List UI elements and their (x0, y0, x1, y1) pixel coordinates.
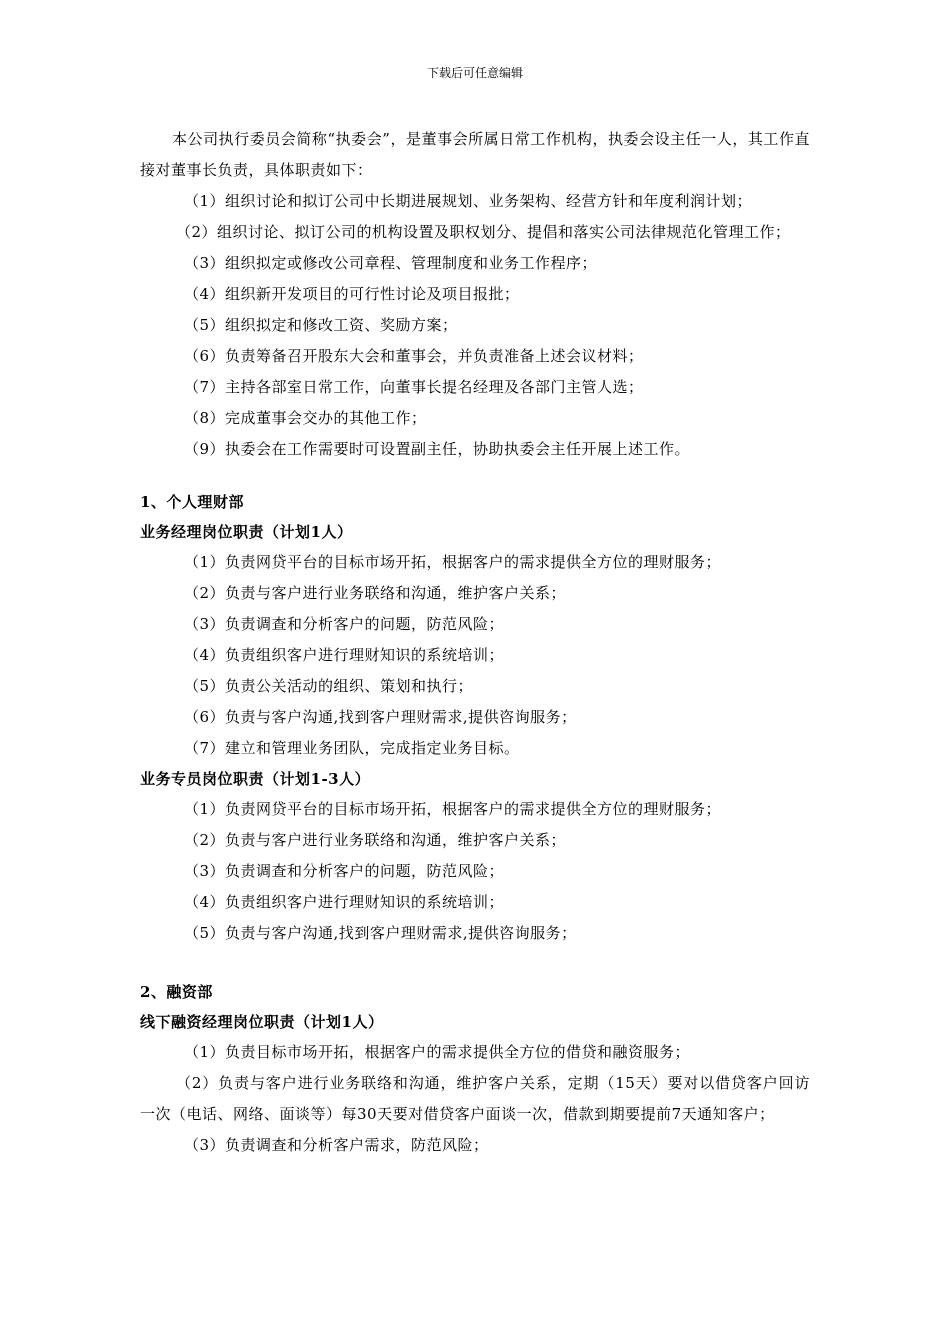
intro-item: （3）组织拟定或修改公司章程、管理制度和业务工作程序； (184, 254, 598, 272)
intro-item: （5）组织拟定和修改工资、奖励方案； (184, 316, 458, 334)
role-item: （4）负责组织客户进行理财知识的系统培训； (184, 893, 505, 911)
role-item: （1）负责目标市场开拓，根据客户的需求提供全方位的借贷和融资服务； (184, 1043, 691, 1061)
spacer (140, 465, 810, 487)
intro-item: （2）组织讨论、拟订公司的机构设置及职权划分、提倡和落实公司法律规范化管理工作； (176, 223, 791, 241)
role-item: （4）负责组织客户进行理财知识的系统培训； (184, 646, 505, 664)
intro-item: （8）完成董事会交办的其他工作； (184, 409, 427, 427)
role-item: （3）负责调查和分析客户的问题，防范风险； (184, 615, 505, 633)
section-title: 1、个人理财部 (140, 493, 244, 511)
role-item: （1）负责网贷平台的目标市场开拓，根据客户的需求提供全方位的理财服务； (184, 800, 722, 818)
role-title: 业务专员岗位职责（计划1-3人） (140, 770, 371, 788)
role-item: （2）负责与客户进行业务联络和沟通，维护客户关系，定期（15天）要对以借贷客户回访一次（电话、网络、面谈等）每30天要对借贷客户面谈一次，借款到期要提前7天通知客户； (140, 1074, 810, 1123)
intro-paragraph: 本公司执行委员会简称“执委会”，是董事会所属日常工作机构，执委会设主任一人，其工作直接对董事长负责，具体职责如下： (140, 130, 810, 179)
spacer (140, 949, 810, 977)
page-header: 下载后可任意编辑 (426, 66, 523, 80)
intro-item: （9）执委会在工作需要时可设置副主任，协助执委会主任开展上述工作。 (184, 440, 691, 458)
role-item: （5）负责公关活动的组织、策划和执行； (184, 677, 474, 695)
intro-item: （6）负责筹备召开股东大会和董事会，并负责准备上述会议材料； (184, 347, 644, 365)
role-item: （2）负责与客户进行业务联络和沟通，维护客户关系； (184, 831, 567, 849)
intro-item: （4）组织新开发项目的可行性讨论及项目报批； (184, 285, 520, 303)
role-item: （5）负责与客户沟通,找到客户理财需求,提供咨询服务； (184, 924, 577, 942)
role-item: （3）负责调查和分析客户的问题，防范风险； (184, 862, 505, 880)
intro-item: （1）组织讨论和拟订公司中长期进展规划、业务架构、经营方针和年度利润计划； (184, 192, 753, 210)
role-item: （3）负责调查和分析客户需求，防范风险； (184, 1136, 489, 1154)
section-title: 2、融资部 (140, 983, 213, 1001)
role-title: 业务经理岗位职责（计划1人） (140, 523, 353, 541)
role-item: （2）负责与客户进行业务联络和沟通，维护客户关系； (184, 584, 567, 602)
intro-item: （7）主持各部室日常工作，向董事长提名经理及各部门主管人选； (184, 378, 644, 396)
role-item: （6）负责与客户沟通,找到客户理财需求,提供咨询服务； (184, 708, 577, 726)
role-item: （7）建立和管理业务团队，完成指定业务目标。 (184, 739, 520, 757)
document-body (140, 124, 810, 1161)
role-item: （1）负责网贷平台的目标市场开拓，根据客户的需求提供全方位的理财服务； (184, 553, 722, 571)
role-title: 线下融资经理岗位职责（计划1人） (140, 1013, 384, 1031)
